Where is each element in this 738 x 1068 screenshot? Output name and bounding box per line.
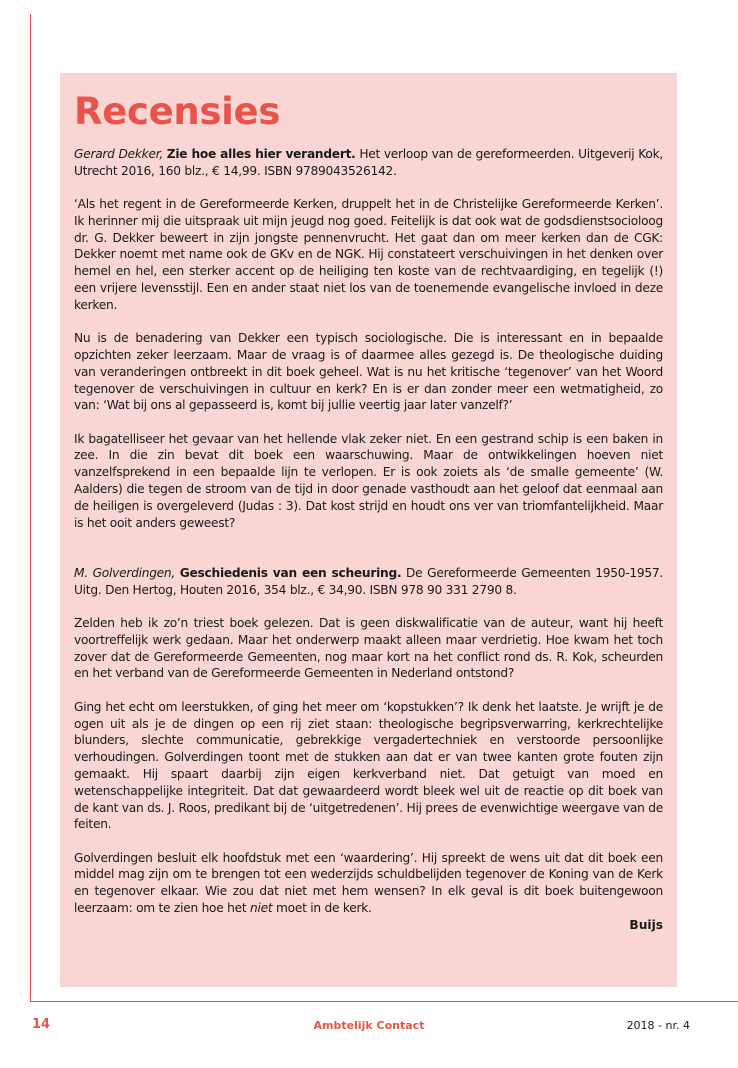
review2-paragraph: Ging het echt om leerstukken, of ging het meer om ‘kopstukken’? Ik denk het laatste. Je wrijft je de ogen uit als je de dingen op een rij ziet staan: theologische begripsverwarring, kerkrechtelijke blunders, slechte communicatie, gebrekkige vergadertechniek en verstoorde persoonlijke verhoudingen. Golverdingen toont met de stukken aan dat er van twee kanten grote fouten zijn gemaakt. Hij spaart daarbij zijn eigen kerkverband niet. Dat getuigt van moed en wetenschappelijke integriteit. Dat dat gewaardeerd wordt bleek wel uit de reactie op dit boek van de kant van ds. J. Roos, predikant bij de ‘uitgetredenen’. Hij prees de evenwichtige weergave van de feiten. — [74, 699, 663, 832]
review1-citation — [74, 146, 663, 180]
review2-emphasis: niet — [250, 900, 273, 915]
review2-paragraph: Zelden heb ik zo’n triest boek gelezen. Dat is geen diskwalificatie van de auteur, want hij heeft voortreffelijk werk gedaan. Maar het onderwerp maakt alleen maar verdrietig. Hoe kwam het toch zover dat de Gereformeerde Gemeenten, nog maar kort na het conflict rond ds. R. Kok, scheurden en het verband van de Gereformeerde Gemeenten in Nederland ontstond? — [74, 616, 663, 681]
review1-paragraph: Nu is de benadering van Dekker een typisch sociologische. Die is interessant en in bepaalde opzichten zeker leerzaam. Maar de vraag is of daarmee alles gezegd is. De theologische duiding van veranderingen ontbreekt in dit boek geheel. Wat is nu het kritische ‘tegenover’ van het Woord tegenover de verschuivingen in cultuur en kerk? En is er dan zonder meer een wetmatigheid, zo van: ‘Wat bij ons al gepasseerd is, komt bij jullie veertig jaar later vanzelf?’ — [74, 331, 663, 413]
review2-last-text: Golverdingen besluit elk hoofdstuk met een ‘waardering’. Hij spreekt de wens uit dat dit boek een middel mag zijn om te brengen tot een wederzijds schuldbelijden tegenover de Koning van de Kerk en tegenover elkaar. Wie zou dat niet met hem wensen? In elk geval is dit boek buitengewoon leerzaam: om te zien hoe het — [74, 850, 663, 915]
review1-book-title: Zie hoe alles hier verandert. — [166, 147, 356, 161]
review2-book-title: Geschiedenis van een scheuring. — [179, 565, 402, 580]
review1-paragraph: ‘Als het regent in de Gereformeerde Kerken, druppelt het in de Christelijke Gereformeerde Kerken’. Ik herinner mij die uitspraak uit mijn jeugd nog goed. Feitelijk is dat ook wat de godsdienstsocioloog dr. G. Dekker beweert in zijn jongste pennenvrucht. Het gaat dan om meer kerken dan de CGK: Dekker noemt met name ook de GKv en de NGK. Hij constateert verschuivingen in het denken over hemel en hel, een sterker accent op de heiliging ten koste van de rechtvaardiging, en tegelijk (!) een vrijere levensstijl. Een en ander staat niet los van de toenemende evangelische invloed in deze kerken. — [74, 197, 663, 312]
review-separator — [74, 548, 663, 565]
review2-author: M. Golverdingen, — [74, 565, 176, 580]
review1-author: Gerard Dekker, — [74, 147, 163, 161]
margin-line-horizontal — [30, 1001, 738, 1002]
page-title: Recensies — [74, 90, 281, 133]
review1-details: Het verloop van de gereformeerden. Uitgeverij Kok, Utrecht 2016, 160 blz., € 14,99. ISBN 9789043526142. — [74, 147, 664, 178]
margin-line-vertical — [30, 14, 31, 1002]
review2-paragraph-last — [74, 850, 663, 917]
magazine-name: Ambtelijk Contact — [313, 1019, 425, 1032]
review1-paragraph: Ik bagatelliseer het gevaar van het hellende vlak zeker niet. En een gestrand schip is een baken in zee. In die zin bevat dit boek een waarschuwing. Maar de ontwikkelingen hoeven niet vanzelfsprekend in een bepaalde lijn te verlopen. Er is ook zoiets als ‘de smalle gemeente’ (W. Aalders) die tegen de stroom van de tijd in door genade vasthoudt aan het geloof dat eenmaal aan de heiligen is overgeleverd (Judas : 3). Dat kost strijd en houdt ons ver van triomfantelijkheid. Maar is het ooit anders geweest? — [74, 431, 663, 530]
page-number: 14 — [32, 1017, 51, 1032]
review-panel — [60, 73, 677, 987]
issue-label: 2018 - nr. 4 — [626, 1019, 690, 1032]
review2-citation — [74, 565, 663, 599]
review2-details: De Gereformeerde Gemeenten 1950-1957. Uitg. Den Hertog, Houten 2016, 354 blz., € 34,90. ISBN 978 90 331 2790 8. — [74, 565, 664, 597]
review2-last-text-end: moet in de kerk. — [272, 900, 372, 915]
reviewer-signature: Buijs — [629, 918, 663, 933]
